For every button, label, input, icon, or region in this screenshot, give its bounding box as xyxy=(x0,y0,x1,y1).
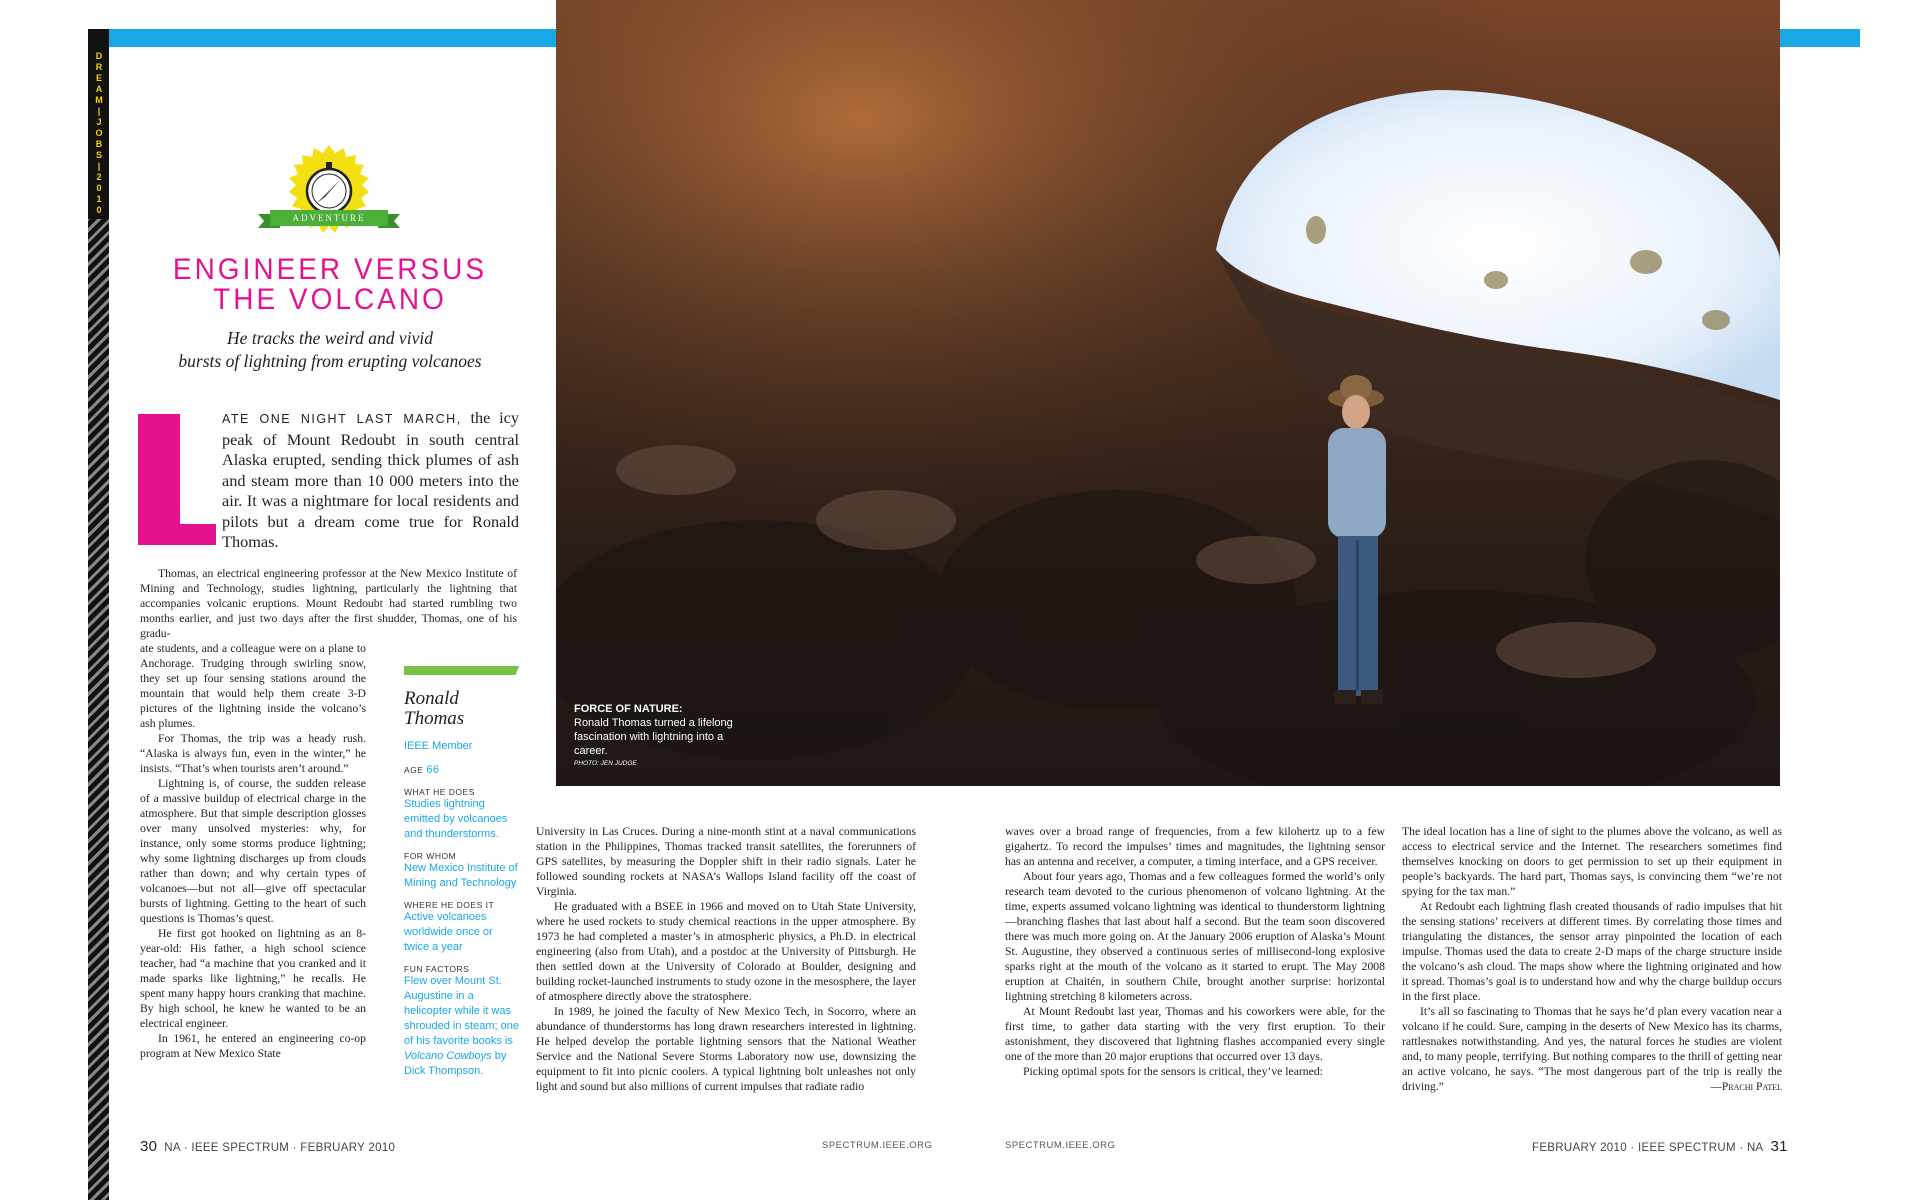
profile-fun-label: FUN FACTORS xyxy=(404,964,470,974)
photo-caption xyxy=(574,702,734,769)
top-rule-right xyxy=(1780,29,1860,47)
body-paragraph: He graduated with a BSEE in 1966 and moved on to Utah State University, where he used rockets to study chemical reactions in the upper atmosphere. By 1973 he had completed a master’s in atmospheric physics, a Ph.D. in electrical engineering (also from Utah), and a postdoc at the University of Pittsburgh. He then settled down at the University of Colorado at Boulder, designing and building rocket-launched instruments to study ozone in the mesosphere, the layer of atmosphere directly above the stratosphere. xyxy=(536,900,916,1003)
body-column-4 xyxy=(1402,824,1782,1095)
profile-fun-value: Flew over Mount St. Augustine in a helicopter while it was shrouded in steam; one of his favorite books is Volcano Cowboys by Dick Thompson. xyxy=(404,975,519,1077)
lead-text: the icy peak of Mount Redoubt in south central Alaska erupted, sending thick plumes of ash and steam more than 10 000 meters into the air. It was a nightmare for local residents and pilots but a dream come true for Ronald Thomas. xyxy=(222,408,519,551)
body-paragraph: About four years ago, Thomas and a few colleagues formed the world’s only research team devoted to the curious phenomenon of volcano lightning. At the time, experts assumed volcano lightning was identical to thunderstorm lightning—branching flashes that last about half a second. But the team soon discovered there was much more going on. At the January 2006 eruption of Alaska’s Mount St. Augustine, they observed a continuous series of millisecond-long explosive sparks right at the mouth of the volcano as it started to erupt. The May 2008 eruption at Chaitén, in southern Chile, brought another surprise: horizontal lightning stretching 8 kilometers across. xyxy=(1005,870,1385,1003)
title-line-1: ENGINEER VERSUS xyxy=(172,252,488,286)
profile-name: Ronald Thomas xyxy=(404,688,465,729)
hero-photo xyxy=(556,0,1780,786)
folio-right xyxy=(1532,1138,1788,1155)
profile-for-label: FOR WHOM xyxy=(404,851,457,861)
page-number-left: 30 xyxy=(140,1138,158,1155)
profile-sidebar xyxy=(404,666,519,1079)
book-title: Volcano Cowboys xyxy=(404,1050,492,1062)
folio-left xyxy=(140,1138,395,1155)
spine-label: DREAM|JOBS|2010 xyxy=(88,29,109,219)
caption-title: FORCE OF NATURE: xyxy=(574,703,683,715)
profile-what-label: WHAT HE DOES xyxy=(404,787,475,797)
profile-what-value: Studies lightning emitted by volcanoes and thunderstorms. xyxy=(404,798,508,840)
article-title xyxy=(150,254,510,315)
profile-age: AGE 66 xyxy=(404,764,440,776)
profile-where-value: Active volcanoes worldwide once or twice a year xyxy=(404,911,493,953)
body-column-3 xyxy=(1005,824,1385,1079)
body-column-2 xyxy=(536,824,916,1094)
body-paragraph: Lightning is, of course, the sudden release of a massive buildup of electrical charge in the atmosphere. But that simple description glosses over many unsolved mysteries: why, for instance, only some storms produce lightning; why some lightning discharges up from clouds rather than down; and why certain types of volcanoes—but not all—give off spectacular bursts of lightning. Getting to the heart of such questions is Thomas’s quest. xyxy=(140,777,366,925)
top-rule-left xyxy=(88,29,558,47)
sidebar-rule xyxy=(404,666,519,675)
folio-left-text: NA · IEEE SPECTRUM · FEBRUARY 2010 xyxy=(164,1142,396,1154)
profile-where-label: WHERE HE DOES IT xyxy=(404,900,495,910)
deck-line-1: He tracks the weird and vivid xyxy=(227,328,433,348)
cave-photo-image xyxy=(556,0,1780,786)
body-paragraph: At Mount Redoubt last year, Thomas and his coworkers were able, for the first time, to gather data starting with the very first eruption. To their astonishment, they discovered that lightning flashes accompanied every single one of the more than 20 major eruptions that occurred over 13 days. xyxy=(1005,1005,1385,1063)
body-paragraph: University in Las Cruces. During a nine-month stint at a naval communications station in the Philippines, Thomas tracked transit satellites, the forerunners of GPS satellites, by measuring the Doppler shift in their radio signals. Later he followed sounding rockets at NASA’s Wallops Island facility off the coast of Virginia. xyxy=(536,825,916,898)
url-left: SPECTRUM.IEEE.ORG xyxy=(822,1140,933,1151)
body-paragraph: Thomas, an electrical engineering professor at the New Mexico Institute of Mining and Technology, studies lightning, particularly the lightning that accompanies volcanic eruptions. Mount Redoubt had started rumbling two months earlier, and just two days after the first shudder, Thomas, one of his gradu- xyxy=(140,567,517,640)
body-paragraph: At Redoubt each lightning flash created thousands of radio impulses that hit the sensing stations’ receivers at different times. By correlating those times and triangulating the distances, the sensor array pinpointed the location of each impulse. Thomas used the data to create 2-D maps of the charge structure inside the volcano’s ash cloud. The maps show where the lightning originated and how it spread. Thomas’s goal is to understand how and why the charge buildup occurs in the first place. xyxy=(1402,900,1782,1003)
body-paragraph: The ideal location has a line of sight to the plumes above the volcano, as well as access to electrical service and the Internet. The researchers sometimes find themselves knocking on doors to get permission to set up their equipment in people’s backyards. The hard part, Thomas says, is convincing them “we’re not spying for the tax man.” xyxy=(1402,825,1782,898)
adventure-ribbon xyxy=(258,210,400,230)
body-paragraph: For Thomas, the trip was a heady rush. “Alaska is always fun, even in the winter,” he insists. “That’s when tourists aren’t around.” xyxy=(140,732,366,775)
lead-caps: ATE ONE NIGHT LAST MARCH, xyxy=(222,412,462,426)
body-paragraph: Picking optimal spots for the sensors is critical, they’ve learned: xyxy=(1023,1065,1323,1078)
title-line-2: THE VOLCANO xyxy=(213,282,447,316)
body-paragraph: In 1961, he entered an engineering co-op program at New Mexico State xyxy=(140,1032,366,1060)
deck-line-2: bursts of lightning from erupting volcanoes xyxy=(178,351,482,371)
page-number-right: 31 xyxy=(1770,1138,1788,1155)
folio-right-text: FEBRUARY 2010 · IEEE SPECTRUM · NA xyxy=(1532,1142,1764,1154)
body-paragraph: ate students, and a colleague were on a plane to Anchorage. Trudging through swirling snow, they set up four sensing stations around the mountain that would help them create 3-D pictures of the lightning inside the volcano’s ash plumes. xyxy=(140,642,366,730)
caption-text: Ronald Thomas turned a lifelong fascination with lightning into a career. xyxy=(574,717,733,757)
body-paragraph: It’s all so fascinating to Thomas that he says he’d plan every vacation near a volcano if he could. Sure, camping in the deserts of New Mexico has its charms, rattlesnakes notwithstanding. And yes, the natural forces he studies are violent and, to many people, terrifying. But nothing compares to the thrill of getting near an active volcano, he says. “The most dangerous part of the trip is really the driving.” xyxy=(1402,1005,1782,1093)
url-right: SPECTRUM.IEEE.ORG xyxy=(1005,1140,1116,1151)
lead-paragraph xyxy=(222,408,519,553)
body-column-1-top xyxy=(140,566,517,641)
profile-membership: IEEE Member xyxy=(404,740,473,752)
byline: —Prachi Patel xyxy=(1710,1081,1782,1093)
photo-credit: PHOTO: JEN JUDGE xyxy=(574,760,637,767)
profile-for-value: New Mexico Institute of Mining and Technology xyxy=(404,862,518,889)
drop-cap-foot xyxy=(162,524,216,545)
article-deck xyxy=(145,327,515,373)
body-paragraph: waves over a broad range of frequencies, from a few kilohertz up to a few gigahertz. To record the impulses’ times and magnitudes, the lightning sensor has an antenna and receiver, a computer, a timing interface, and a GPS receiver. xyxy=(1005,825,1385,868)
body-column-1 xyxy=(140,641,366,1061)
body-paragraph: He first got hooked on lightning as an 8-year-old: His father, a high school science teacher, had “a machine that you cranked and it made sparks like lightning,” he recalls. He spent many happy hours cranking that machine. By high school, he knew he wanted to be an electrical engineer. xyxy=(140,927,366,1030)
adventure-ribbon-label: ADVENTURE xyxy=(270,210,388,226)
body-paragraph: In 1989, he joined the faculty of New Mexico Tech, in Socorro, where an abundance of thunderstorms has long drawn researchers interested in lightning. He helped develop the portable lightning sensors that the National Weather Service and the National Severe Storms Laboratory now use, downsizing the equipment to fit into picnic coolers. A typical lightning bolt unleashes not only light and sound but also millions of current impulses that radiate radio xyxy=(536,1005,916,1093)
adventure-badge xyxy=(258,144,400,240)
